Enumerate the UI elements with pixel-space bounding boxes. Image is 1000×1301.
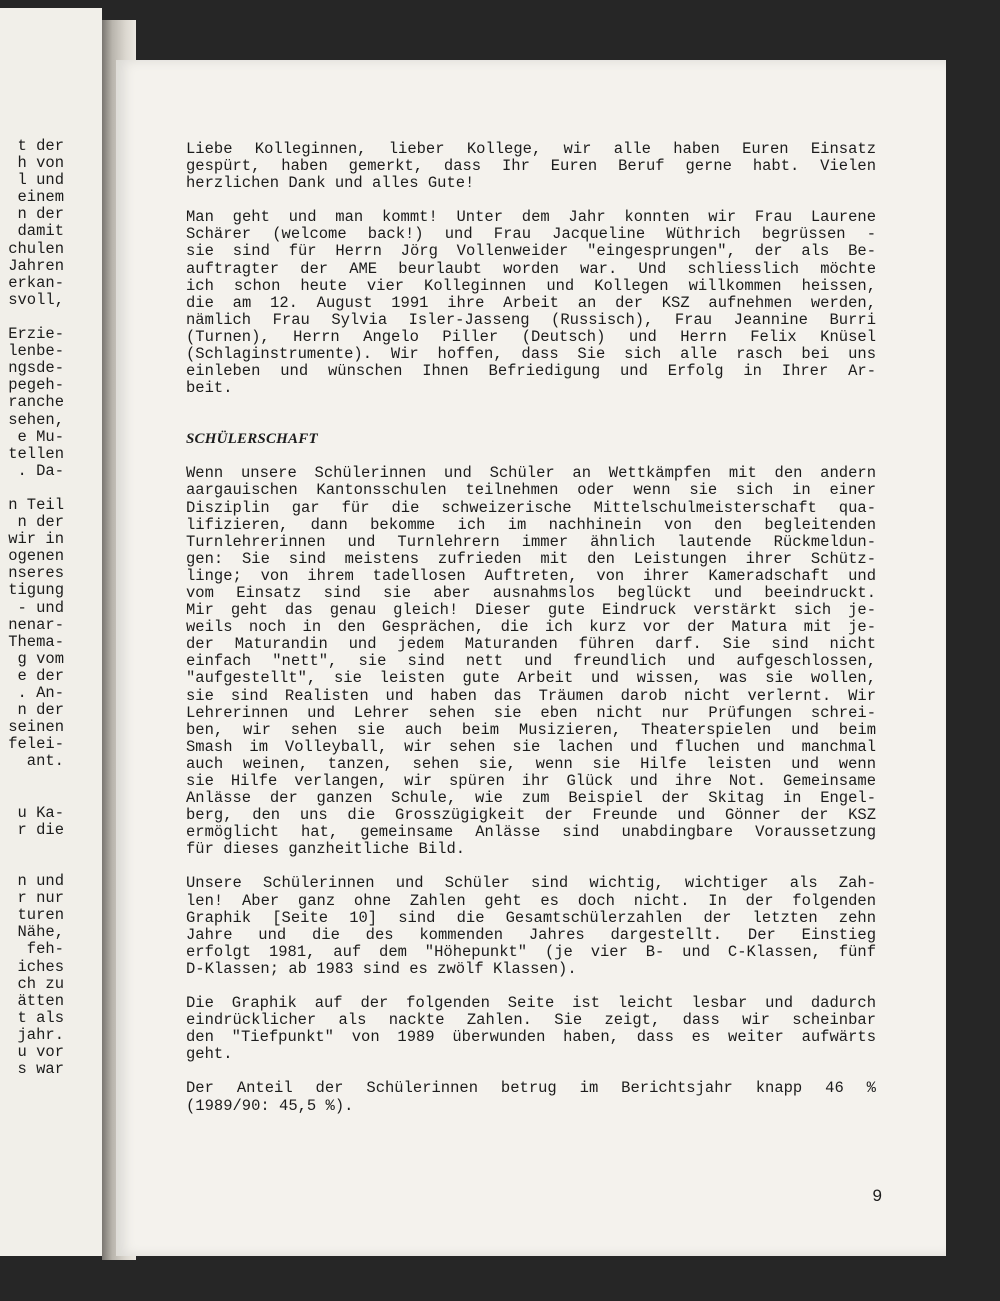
text-line: erfolgt 1981, auf dem "Höhepunkt" (je vier B- und C-Klassen, fünf	[186, 942, 876, 961]
left-page-fragment: r die	[17, 820, 64, 839]
left-page-fragment: - und	[17, 598, 64, 617]
left-page-fragment: damit	[17, 222, 64, 241]
left-page-text	[8, 138, 64, 1078]
text-line: Smash im Volleyball, wir sehen sie lachen und fluchen und manchmal	[186, 737, 876, 756]
left-page-fragment: l und	[17, 171, 64, 190]
left-page-fragment: n und	[17, 872, 64, 891]
left-page-fragment: nenar-	[8, 615, 64, 634]
text-line: Anlässe der ganzen Schule, wie zum Beispiel der Skitag in Engel-	[186, 789, 876, 808]
text-line: (Turnen), Herrn Angelo Piller (Deutsch) und Herrn Felix Knüsel	[186, 327, 876, 346]
left-page-fragment: seinen	[8, 718, 64, 737]
left-page-fragment: feleі-	[8, 735, 64, 754]
text-line: Graphik [Seite 10] sind die Gesamtschülerzahlen der letzten zehn	[186, 908, 876, 927]
text-line: gen: Sie sind meistens zufrieden mit den Leistungen ihrer Schütz-	[186, 549, 876, 568]
left-page-fragment: n der	[17, 513, 64, 532]
text-line: len! Aber ganz ohne Zahlen geht es doch nicht. In der folgenden	[186, 891, 876, 910]
left-page-fragment: Erzie-	[8, 325, 64, 344]
paragraph	[186, 875, 876, 978]
left-page-fragment: t der	[17, 137, 64, 155]
left-page-fragment: sehen,	[8, 410, 64, 429]
text-line: ich schon heute vier Kolleginnen und Kollegen willkommen heissen,	[186, 276, 876, 295]
left-page-fragment: . An-	[17, 684, 64, 702]
text-line: auch weinen, tanzen, sehen sie, wenn sie Hilfe leisten und wenn	[186, 754, 876, 773]
text-line: herzlichen Dank und alles Gute!	[186, 174, 475, 193]
text-line: linge; von ihrem tadellosen Auftreten, von ihrer Kameradschaft und	[186, 566, 876, 585]
paragraph	[186, 209, 876, 397]
left-page-fragment: e der	[17, 666, 64, 685]
right-page	[116, 60, 946, 1256]
left-page-fragment: iches	[17, 957, 64, 976]
paragraph-gap	[186, 1063, 876, 1080]
left-page-fragment: tigung	[8, 581, 64, 600]
left-page-fragment: Jahren	[8, 256, 64, 275]
text-line: Turnlehrerinnen und Turnlehrern immer ähnlich lautende Rückmeldun-	[186, 532, 876, 551]
left-page	[0, 8, 102, 1256]
left-page-fragment: jahr.	[17, 1025, 64, 1044]
paragraph	[186, 465, 876, 858]
text-line: der Maturandin und jedem Maturanden führen darf. Sie sind nicht	[186, 635, 876, 654]
text-line: (1989/90: 45,5 %).	[186, 1096, 354, 1115]
text-line: Schärer (welcome back!) und Frau Jacqueline Wüthrich begrüssen -	[186, 225, 876, 244]
text-line: eindrücklicher als nackte Zahlen. Sie zeigt, dass wir scheinbar	[186, 1011, 876, 1030]
left-page-fragment: t als	[17, 1008, 64, 1027]
section-heading: SCHÜLERSCHAFT	[186, 431, 318, 448]
left-page-fragment: . Da-	[17, 461, 64, 480]
left-page-fragment: e Mu-	[17, 427, 64, 446]
left-page-fragment: n der	[17, 701, 64, 720]
text-line: die am 12. August 1991 ihre Arbeit an der KSZ aufnehmen werden,	[186, 293, 876, 312]
paragraph-gap	[186, 978, 876, 995]
spacer	[186, 397, 876, 414]
paragraph	[186, 141, 876, 192]
text-line: sie sind für Herrn Jörg Vollenweider "eingesprungen", der als Be-	[186, 242, 876, 261]
left-page-fragment: g vom	[17, 649, 64, 668]
section-paragraphs	[186, 465, 876, 1114]
left-page-fragment: n Teil	[8, 495, 64, 514]
paragraph	[186, 995, 876, 1063]
text-line: Der Anteil der Schülerinnen betrug im Berichtsjahr knapp 46 %	[186, 1079, 876, 1098]
paragraph-gap	[186, 192, 876, 209]
text-line: lifizieren, dann bekomme ich im nachhinein von den begleitenden	[186, 515, 876, 534]
text-line: sie sind Realisten und haben das Träumen darob nicht verlernt. Wir	[186, 686, 876, 705]
text-line: aargauischen Kantonsschulen teilnehmen oder wenn sie sich in einer	[186, 481, 876, 500]
paragraph	[186, 1080, 876, 1114]
page-number: 9	[872, 1186, 882, 1205]
text-line: berg, den uns die Grosszügigkeit der Freunde und Gönner der KSZ	[186, 806, 876, 825]
left-page-fragment: s war	[17, 1060, 64, 1079]
left-page-fragment	[8, 309, 64, 326]
left-page-fragment: tellen	[8, 444, 64, 463]
left-page-fragment	[8, 839, 64, 856]
text-line: gespürt, haben gemerkt, dass Ihr Euren Beruf gerne habt. Vielen	[186, 157, 876, 176]
text-line: (Schlaginstrumente). Wir hoffen, dass Sie sich alle rasch bei uns	[186, 345, 876, 364]
text-line: den "Tiefpunkt" von 1989 überwunden haben, dass es weiter aufwärts	[186, 1028, 876, 1047]
left-page-fragment: feh-	[26, 940, 64, 959]
left-page-fragment: ant.	[26, 752, 64, 771]
text-line: ermöglicht hat, gemeinsame Anlässe sind unabdingbare Voraussetzung	[186, 823, 876, 842]
text-line: "aufgestellt", sie leisten gute Arbeit und wissen, was sie wollen,	[186, 669, 876, 688]
text-line: Jahre und die des kommenden Jahres dargestellt. Der Einstieg	[186, 925, 876, 944]
text-line: einleben und wünschen Ihnen Befriedigung und Erfolg in Ihrer Ar-	[186, 362, 876, 381]
text-line: geht.	[186, 1045, 233, 1064]
text-line: Man geht und man kommt! Unter dem Jahr konnten wir Frau Laurene	[186, 208, 876, 227]
left-page-fragment: nseres	[8, 564, 64, 583]
left-page-fragment: chulen	[8, 239, 64, 258]
left-page-fragment: n der	[17, 205, 64, 224]
text-line: Mir geht das genau gleich! Dieser gute Eindruck verstärkt sich je-	[186, 601, 876, 620]
text-line: Wenn unsere Schülerinnen und Schüler an Wettkämpfen mit den andern	[186, 464, 876, 483]
intro-paragraphs	[186, 141, 876, 397]
left-page-fragment: svoll,	[8, 290, 64, 309]
left-page-fragment: u vor	[17, 1042, 64, 1061]
left-page-fragment: Thema-	[8, 632, 64, 651]
left-page-fragment: turen	[17, 906, 64, 925]
left-page-fragment: ngsde-	[8, 359, 64, 378]
text-line: Die Graphik auf der folgenden Seite ist leicht lesbar und dadurch	[186, 994, 876, 1013]
text-line: auftragter der AME beurlaubt worden war. Und schliesslich möchte	[186, 259, 876, 278]
page-content	[186, 141, 876, 1115]
left-page-fragment	[8, 856, 64, 873]
text-line: für dieses ganzheitliche Bild.	[186, 840, 466, 859]
left-page-fragment: pegeh-	[8, 376, 64, 395]
spacer	[186, 414, 876, 431]
left-page-fragment: h von	[17, 154, 64, 173]
text-line: Disziplin gar für die schweizerische Mittelschulmeisterschaft qua-	[186, 498, 876, 517]
text-line: weils noch in den Gesprächen, die ich kurz vor der Matura mit je-	[186, 618, 876, 637]
text-line: D-Klassen; ab 1983 sind es zwölf Klassen).	[186, 959, 577, 978]
left-page-fragment: ch zu	[17, 974, 64, 993]
text-line: einfach "nett", sie sind nett und freundlich und aufgeschlossen,	[186, 652, 876, 671]
text-line: vom Einsatz sind sie aber ausnahmslos beglückt und beeindruckt.	[186, 583, 876, 602]
left-page-fragment: einem	[17, 188, 64, 207]
left-page-fragment: ranche	[8, 393, 64, 412]
text-line: Lehrerinnen und Lehrer sehen sie eben nicht nur Prüfungen schrei-	[186, 703, 876, 722]
left-page-fragment	[8, 788, 64, 805]
left-page-fragment: ätten	[17, 991, 64, 1010]
left-page-fragment: u Ka-	[17, 803, 64, 822]
paragraph-gap	[186, 858, 876, 875]
text-line: nämlich Frau Sylvia Isler-Jasseng (Russisch), Frau Jeannine Burri	[186, 310, 876, 329]
text-line: ben, wir sehen sie auch beim Musizieren, Theaterspielen und beim	[186, 720, 876, 739]
text-line: Liebe Kolleginnen, lieber Kollege, wir alle haben Euren Einsatz	[186, 140, 876, 158]
text-line: Unsere Schülerinnen und Schüler sind wichtig, wichtiger als Zah-	[186, 874, 876, 893]
left-page-fragment	[8, 770, 64, 787]
left-page-fragment: erkan-	[8, 273, 64, 292]
left-page-fragment: lenbe-	[8, 342, 64, 361]
left-page-fragment: Nähe,	[17, 923, 64, 942]
text-line: sie Hilfe verlangen, wir spüren ihr Glück und ihre Not. Gemeinsame	[186, 772, 876, 790]
text-line: beit.	[186, 379, 233, 398]
left-page-fragment: r nur	[17, 889, 64, 908]
left-page-fragment: wir in	[8, 530, 64, 549]
left-page-fragment: ogenen	[8, 547, 64, 566]
left-page-fragment	[8, 480, 64, 497]
